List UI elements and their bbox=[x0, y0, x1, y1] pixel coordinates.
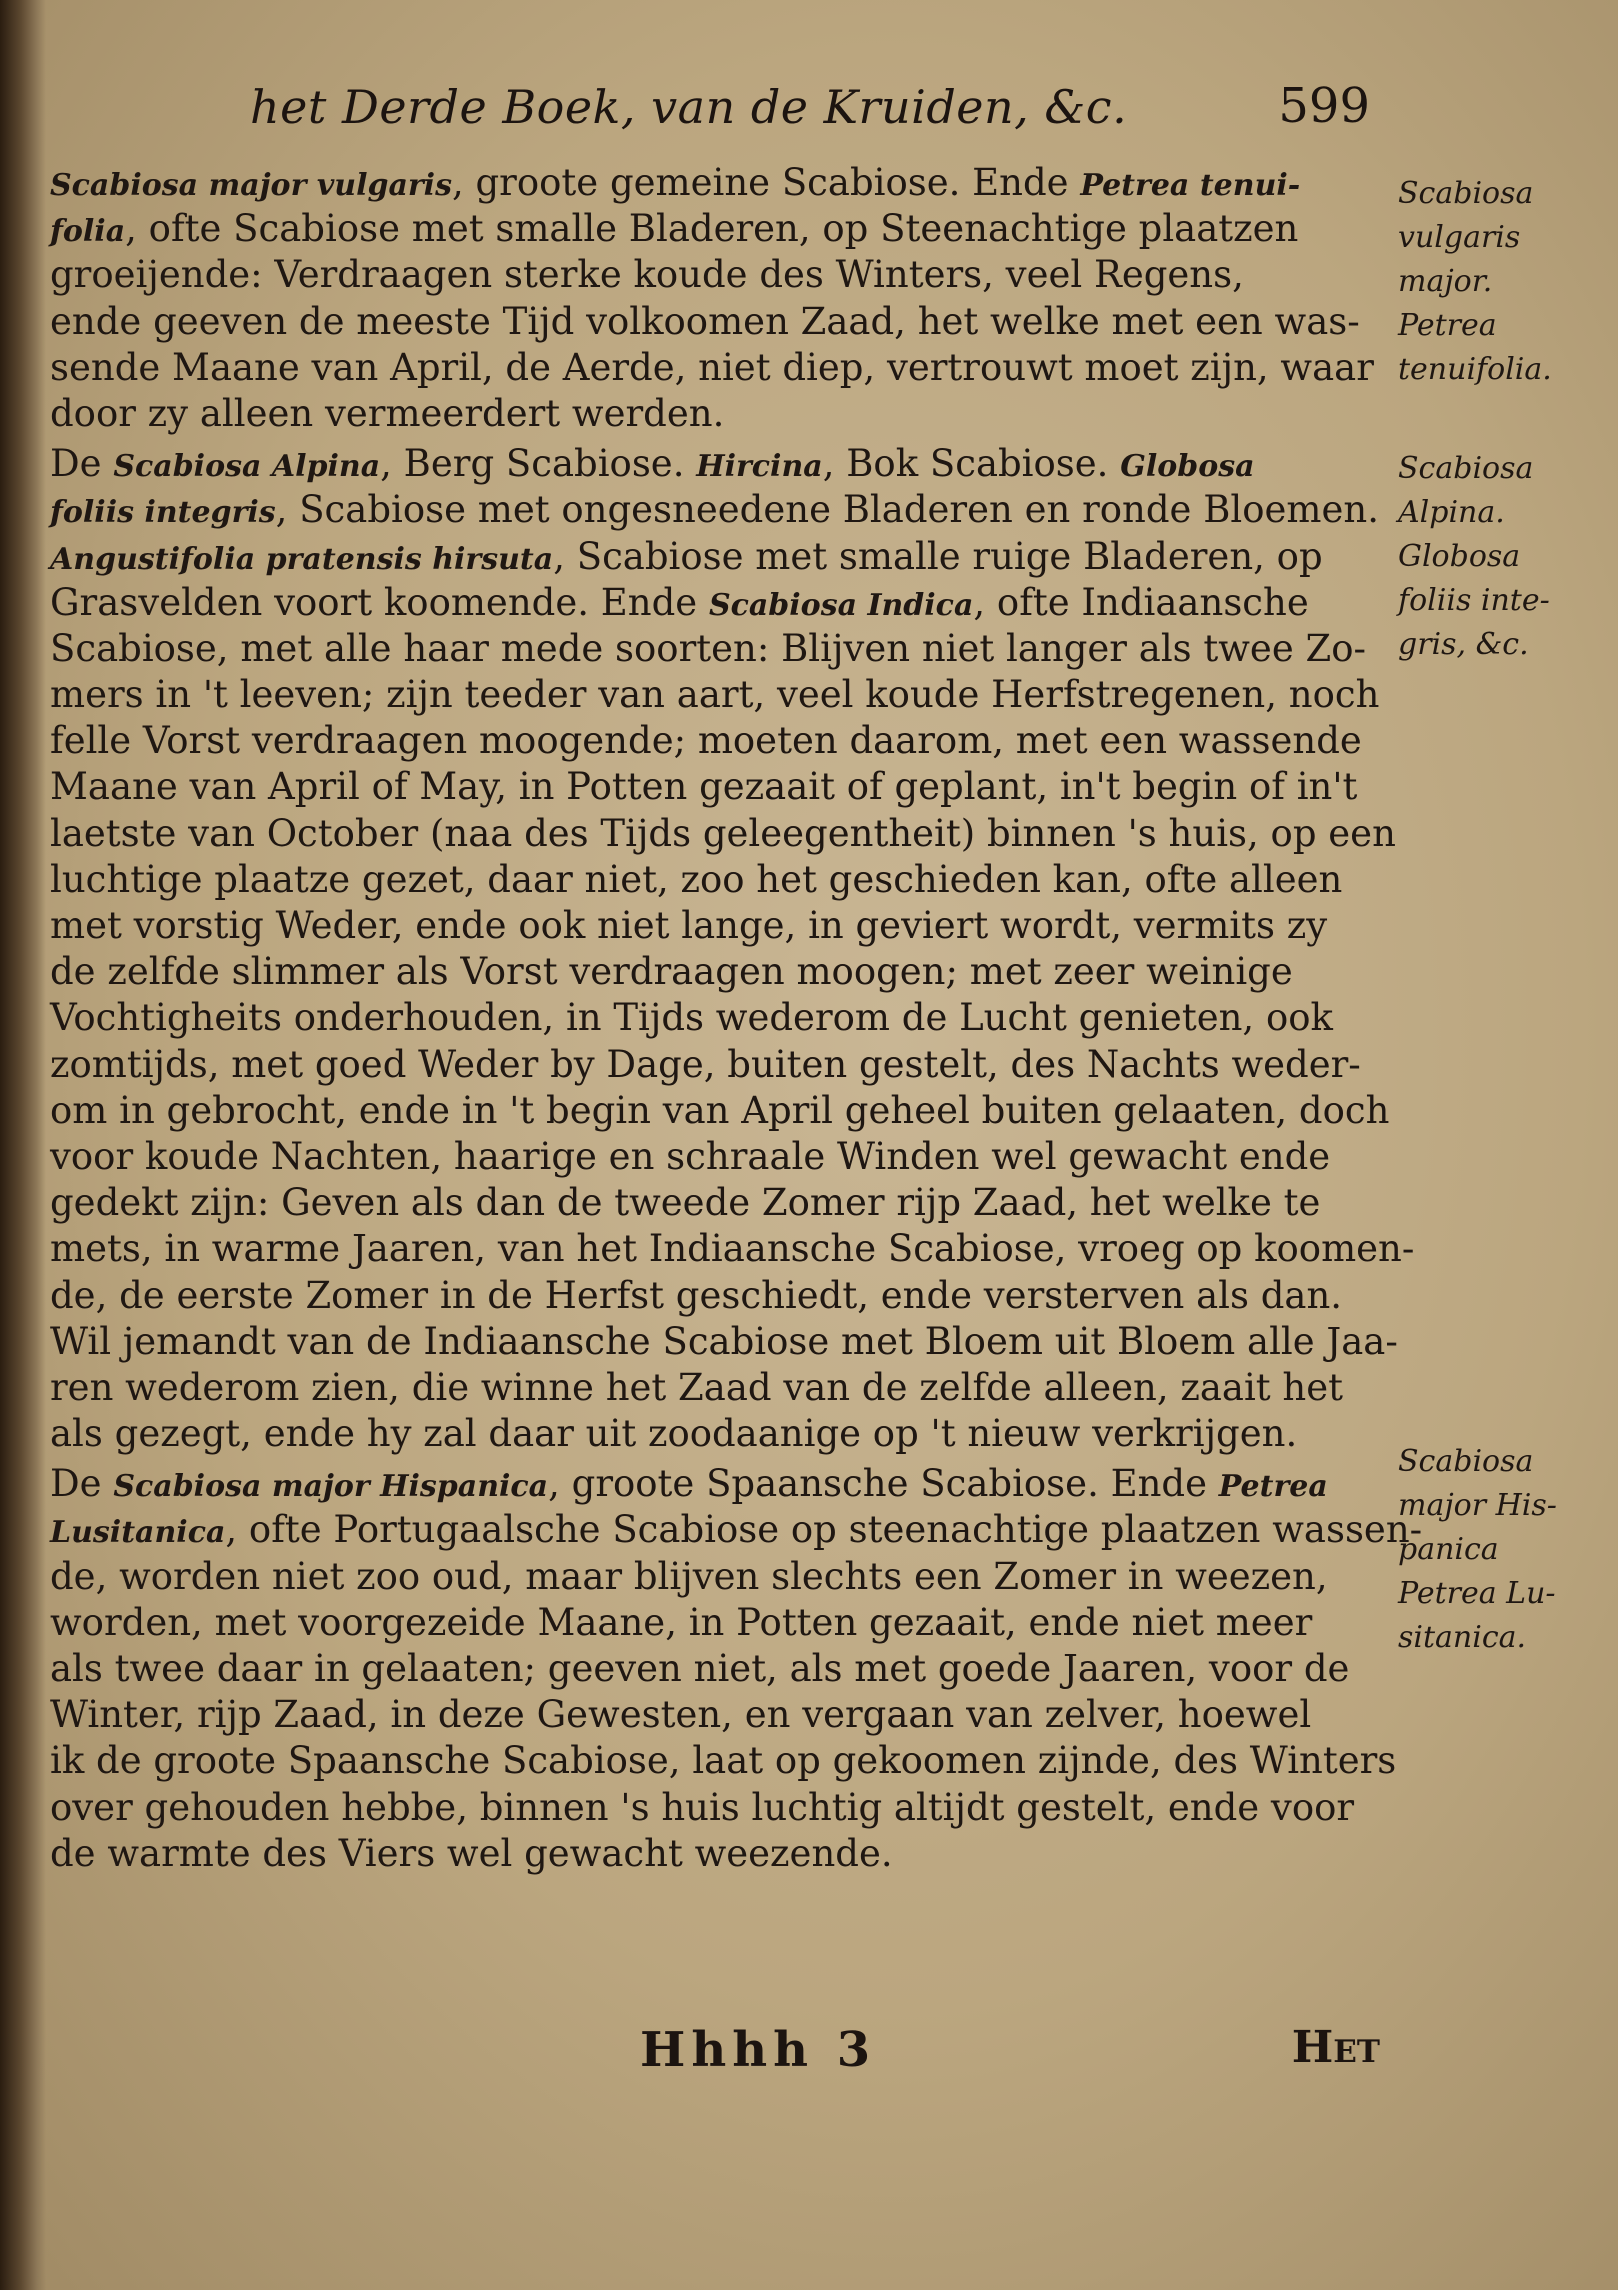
text-run: Winter, rijp Zaad, in deze Gewesten, en vergaan van zelver, hoewel bbox=[50, 1693, 1312, 1737]
italic-term: Scabiosa Alpina bbox=[113, 449, 381, 485]
margin-note-line: sitanica. bbox=[1398, 1620, 1527, 1655]
text-line bbox=[50, 1692, 1380, 1738]
text-line bbox=[50, 1226, 1415, 1272]
text-run: als gezegt, ende hy zal daar uit zoodaanige op 't nieuw verkrijgen. bbox=[50, 1412, 1298, 1456]
text-run: mets, in warme Jaaren, van het Indiaansche Scabiose, vroeg op koomen- bbox=[50, 1227, 1415, 1271]
italic-term: foliis integris bbox=[50, 495, 276, 531]
text-run: , Bok Scabiose. bbox=[822, 442, 1121, 486]
text-line bbox=[50, 1831, 1380, 1877]
text-run: , Berg Scabiose. bbox=[380, 442, 697, 486]
text-run: , ofte Indiaansche bbox=[973, 580, 1309, 624]
paragraph-scabiosa-alpina bbox=[50, 441, 1415, 1457]
text-line bbox=[50, 1785, 1380, 1831]
text-run: de, de eerste Zomer in de Herfst geschiedt, ende versterven als dan. bbox=[50, 1273, 1343, 1317]
italic-term: Scabiosa Indica bbox=[708, 587, 974, 623]
text-line bbox=[50, 1273, 1380, 1319]
text-line bbox=[50, 764, 1380, 810]
margin-note-line: Globosa bbox=[1398, 539, 1521, 574]
margin-note-line: foliis inte- bbox=[1398, 583, 1550, 618]
text-line bbox=[50, 1461, 1380, 1507]
text-line bbox=[50, 299, 1380, 345]
text-line bbox=[50, 441, 1380, 487]
margin-note-line: major His- bbox=[1398, 1488, 1557, 1523]
text-line bbox=[50, 1646, 1380, 1692]
text-line bbox=[50, 580, 1380, 626]
text-run: luchtige plaatze gezet, daar niet, zoo het geschieden kan, ofte alleen bbox=[50, 857, 1343, 901]
text-line bbox=[50, 206, 1380, 252]
text-line bbox=[50, 487, 1380, 533]
text-line bbox=[50, 949, 1380, 995]
catchword: Het bbox=[1291, 2022, 1380, 2073]
text-run: gedekt zijn: Geven als dan de tweede Zomer rijp Zaad, het welke te bbox=[50, 1181, 1321, 1225]
text-run: Grasvelden voort koomende. Ende bbox=[50, 580, 709, 624]
text-run: , Scabiose met ongesneedene Bladeren en ronde Bloemen. bbox=[275, 488, 1379, 532]
text-run: groeijende: Verdraagen sterke koude des Winters, veel Regens, bbox=[50, 253, 1244, 297]
main-text bbox=[50, 160, 1423, 1877]
text-line bbox=[50, 252, 1380, 298]
text-run: De bbox=[50, 442, 114, 486]
text-run: om in gebrocht, ende in 't begin van April geheel buiten gelaaten, doch bbox=[50, 1088, 1390, 1132]
text-line bbox=[50, 626, 1380, 672]
text-run: zomtijds, met goed Weder by Dage, buiten gestelt, des Nachts weder- bbox=[50, 1042, 1361, 1086]
text-line bbox=[50, 718, 1380, 764]
text-line bbox=[50, 391, 1380, 437]
text-line bbox=[50, 903, 1380, 949]
italic-term: Angustifolia pratensis hirsuta bbox=[50, 541, 554, 577]
margin-note-line: panica bbox=[1398, 1532, 1499, 1567]
margin-note-line: Scabiosa bbox=[1398, 451, 1534, 486]
text-run: de, worden niet zoo oud, maar blijven slechts een Zomer in weezen, bbox=[50, 1554, 1328, 1598]
text-line bbox=[50, 857, 1380, 903]
margin-note-line: Alpina. bbox=[1398, 495, 1505, 530]
text-run: de zelfde slimmer als Vorst verdraagen moogen; met zeer weinige bbox=[50, 950, 1293, 994]
margin-note-line: Petrea Lu- bbox=[1398, 1576, 1556, 1611]
italic-term: Lusitanica bbox=[50, 1515, 226, 1551]
text-run: voor koude Nachten, haarige en schraale Winden wel gewacht ende bbox=[50, 1134, 1331, 1178]
text-line bbox=[50, 345, 1380, 391]
text-run: Vochtigheits onderhouden, in Tijds wederom de Lucht genieten, ook bbox=[50, 996, 1333, 1040]
page-header bbox=[250, 80, 1370, 150]
text-line bbox=[50, 1180, 1380, 1226]
italic-term: folia bbox=[50, 214, 126, 250]
page-footer bbox=[640, 2022, 1380, 2092]
text-run: als twee daar in gelaaten; geeven niet, als met goede Jaaren, voor de bbox=[50, 1647, 1350, 1690]
text-run: , groote Spaansche Scabiose. Ende bbox=[548, 1462, 1219, 1506]
book-binding-shadow bbox=[0, 0, 46, 2290]
italic-term: Scabiosa major Hispanica bbox=[113, 1469, 549, 1505]
margin-note-line: major. bbox=[1398, 264, 1493, 299]
text-line bbox=[50, 1738, 1397, 1784]
signature-mark: Hhhh 3 bbox=[640, 2022, 877, 2078]
text-run: ik de groote Spaansche Scabiose, laat op gekoomen zijnde, des Winters bbox=[50, 1739, 1397, 1783]
text-run: , ofte Scabiose met smalle Bladeren, op Steenachtige plaatzen bbox=[125, 207, 1299, 251]
text-run: over gehouden hebbe, binnen 's huis luchtig altijdt gestelt, ende voor bbox=[50, 1785, 1355, 1829]
text-line bbox=[50, 534, 1380, 580]
paragraph-scabiosa-vulgaris bbox=[50, 160, 1380, 437]
margin-note-line: Scabiosa bbox=[1398, 1444, 1534, 1479]
text-line bbox=[50, 1088, 1390, 1134]
text-run: De bbox=[50, 1462, 114, 1506]
margin-note-vulgaris bbox=[1398, 172, 1598, 392]
italic-term: Hircina bbox=[696, 449, 823, 485]
text-run: sende Maane van April, de Aerde, niet diep, vertrouwt moet zijn, waar bbox=[50, 345, 1374, 389]
text-run: , Scabiose met smalle ruige Bladeren, op bbox=[553, 534, 1323, 578]
paragraph-scabiosa-hispanica bbox=[50, 1461, 1423, 1877]
text-line bbox=[50, 1411, 1380, 1457]
text-run: de warmte des Viers wel gewacht weezende. bbox=[50, 1831, 893, 1875]
text-run: ende geeven de meeste Tijd volkoomen Zaad, het welke met een was- bbox=[50, 299, 1360, 343]
italic-term: Petrea tenui- bbox=[1080, 168, 1301, 203]
text-run: Maane van April of May, in Potten gezaait of geplant, in't begin of in't bbox=[50, 765, 1358, 809]
text-line bbox=[50, 160, 1380, 206]
margin-note-line: vulgaris bbox=[1398, 220, 1521, 255]
text-run: laetste van October (naa des Tijds geleegentheit) binnen 's huis, op een bbox=[50, 811, 1396, 855]
text-run: felle Vorst verdraagen moogende; moeten daarom, met een wassende bbox=[50, 719, 1362, 763]
text-line bbox=[50, 672, 1380, 718]
text-line bbox=[50, 1600, 1380, 1646]
italic-term: Scabiosa major vulgaris bbox=[50, 168, 452, 203]
text-line bbox=[50, 1365, 1380, 1411]
text-line bbox=[50, 995, 1380, 1041]
margin-note-line: Petrea bbox=[1398, 308, 1497, 343]
text-line bbox=[50, 1319, 1398, 1365]
margin-note-line: Scabiosa bbox=[1398, 176, 1534, 211]
margin-note-hispanica bbox=[1398, 1440, 1598, 1660]
page-number: 599 bbox=[1278, 78, 1370, 134]
text-run: , ofte Portugaalsche Scabiose op steenachtige plaatzen wassen- bbox=[225, 1508, 1423, 1552]
margin-note-line: tenuifolia. bbox=[1398, 352, 1552, 387]
italic-term: Petrea bbox=[1218, 1469, 1328, 1505]
text-line bbox=[50, 1134, 1380, 1180]
text-run: door zy alleen vermeerdert werden. bbox=[50, 391, 725, 435]
italic-term: Globosa bbox=[1120, 449, 1255, 485]
text-run: , groote gemeine Scabiose. Ende bbox=[451, 161, 1081, 204]
running-head: het Derde Boek, van de Kruiden, &c. bbox=[250, 80, 1128, 134]
text-run: Scabiose, met alle haar mede soorten: Blijven niet langer als twee Zo- bbox=[50, 626, 1366, 670]
text-run: worden, met voorgezeide Maane, in Potten gezaait, ende niet meer bbox=[50, 1600, 1313, 1644]
margin-note-alpina bbox=[1398, 447, 1598, 667]
text-run: ren wederom zien, die winne het Zaad van de zelfde alleen, zaait het bbox=[50, 1365, 1344, 1409]
text-run: mers in 't leeven; zijn teeder van aart, veel koude Herfstregenen, noch bbox=[50, 673, 1380, 717]
text-line bbox=[50, 1554, 1380, 1600]
text-line bbox=[50, 1042, 1380, 1088]
text-line bbox=[50, 811, 1396, 857]
margin-note-line: gris, &c. bbox=[1398, 627, 1529, 662]
text-run: Wil jemandt van de Indiaansche Scabiose met Bloem uit Bloem alle Jaa- bbox=[50, 1319, 1398, 1363]
text-line bbox=[50, 1507, 1423, 1553]
text-run: met vorstig Weder, ende ook niet lange, in geviert wordt, vermits zy bbox=[50, 904, 1328, 947]
